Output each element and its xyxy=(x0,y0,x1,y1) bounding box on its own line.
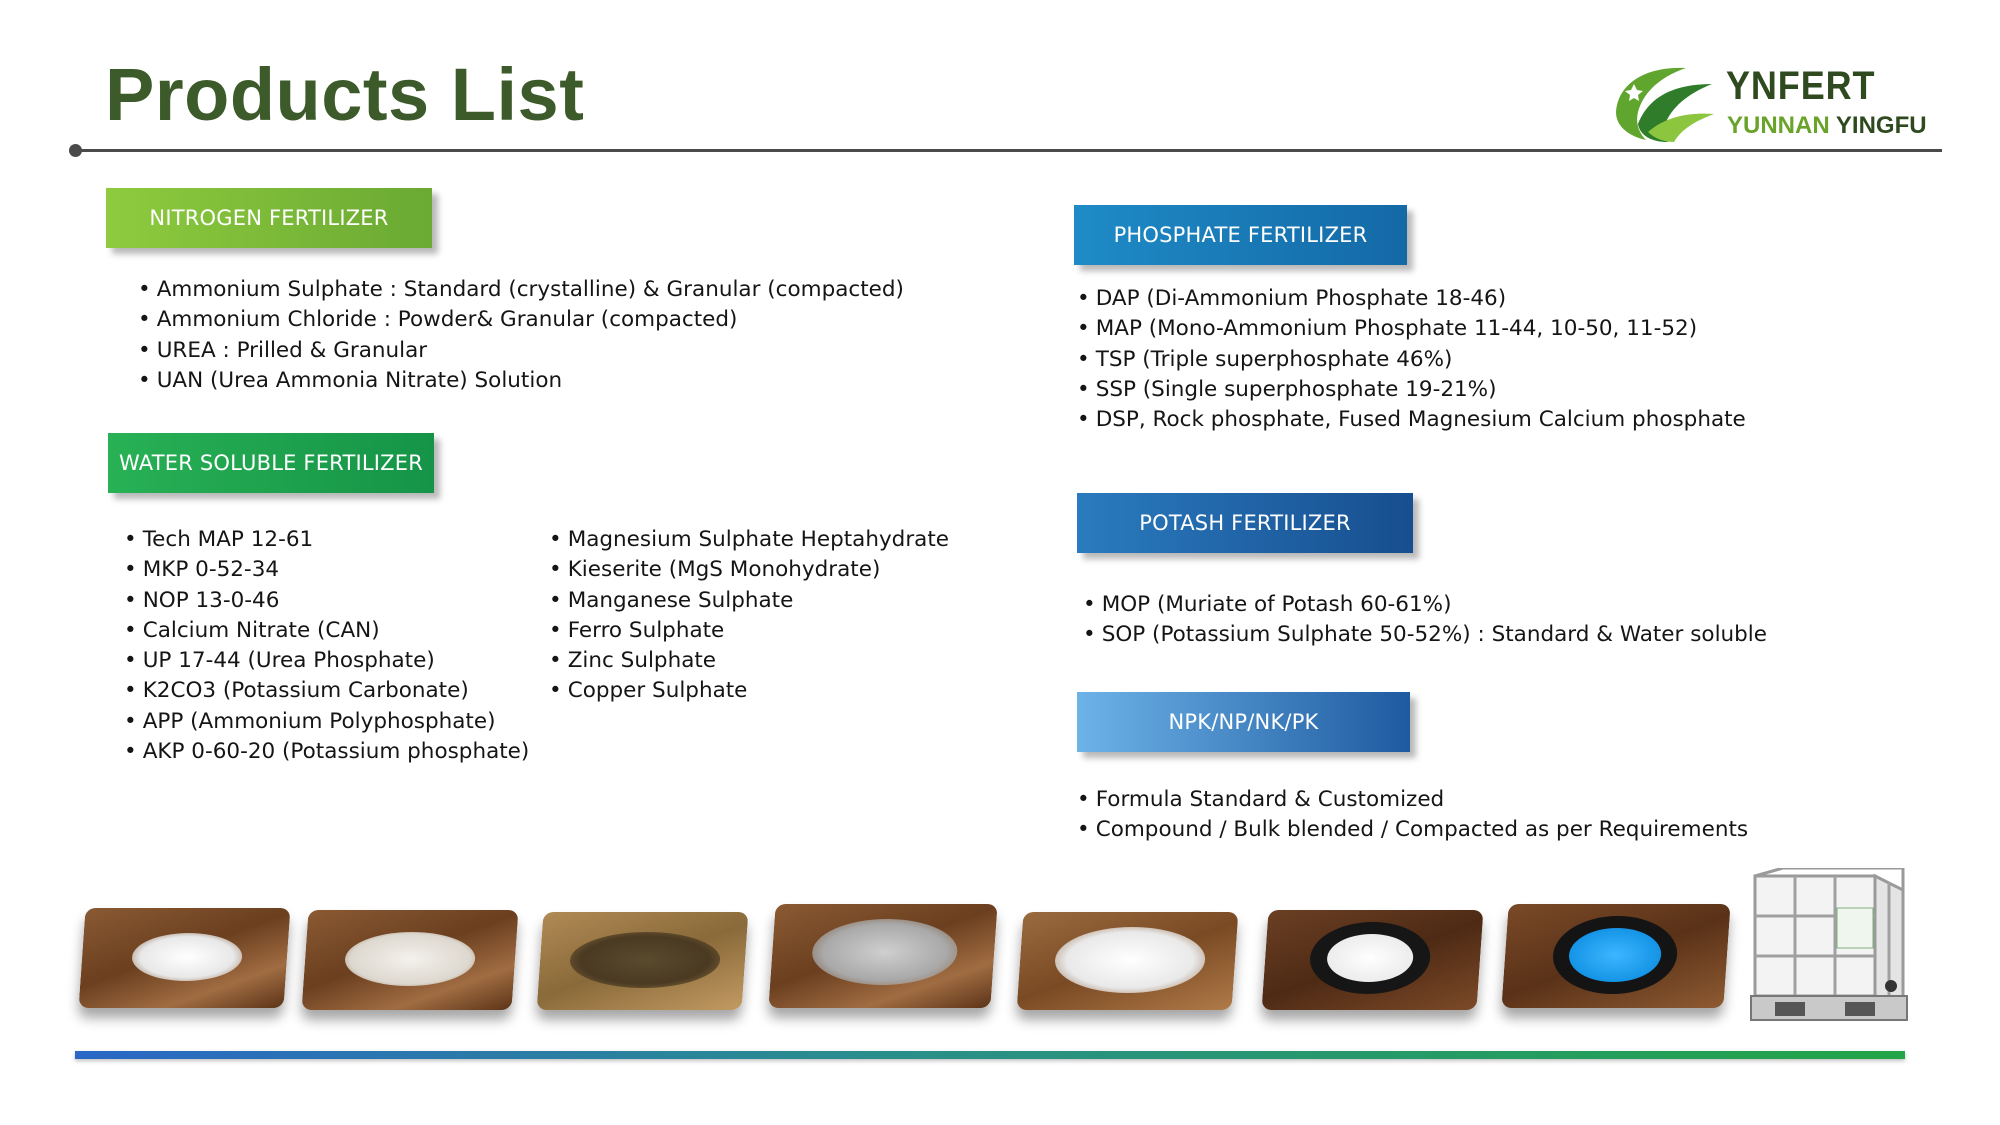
water-soluble-fertilizer-header: WATER SOLUBLE FERTILIZER xyxy=(108,433,434,493)
logo-sub-yingfu: YINGFU xyxy=(1835,112,1927,139)
list-item: • MKP 0-52-34 xyxy=(124,555,529,585)
water-soluble-list-col1 xyxy=(124,525,529,767)
logo-sub-yunnan: YUNNAN xyxy=(1727,112,1830,139)
potash-fertilizer-header: POTASH FERTILIZER xyxy=(1077,493,1413,553)
list-item: • UP 17-44 (Urea Phosphate) xyxy=(124,646,529,676)
product-photo-white-granules xyxy=(302,910,519,1010)
logo-subtitle xyxy=(1727,112,1927,140)
list-item: • SOP (Potassium Sulphate 50-52%) : Standard & Water soluble xyxy=(1083,620,1767,650)
product-photo-ibc-tote xyxy=(1745,868,1915,1028)
list-item: • Ferro Sulphate xyxy=(549,616,949,646)
ibc-tote-icon xyxy=(1745,868,1915,1028)
logo-name: YNFERT xyxy=(1726,64,1876,108)
list-item: • Zinc Sulphate xyxy=(549,646,949,676)
list-item: • DAP (Di-Ammonium Phosphate 18-46) xyxy=(1077,284,1746,314)
list-item: • Kieserite (MgS Monohydrate) xyxy=(549,555,949,585)
company-logo xyxy=(1608,58,1948,148)
nitrogen-list xyxy=(138,275,904,396)
phosphate-list xyxy=(1077,284,1746,435)
list-item: • UREA : Prilled & Granular xyxy=(138,336,904,366)
npk-list xyxy=(1077,785,1748,846)
list-item: • Formula Standard & Customized xyxy=(1077,785,1748,815)
npk-header: NPK/NP/NK/PK xyxy=(1077,692,1410,752)
product-photo-blue-powder-bowl xyxy=(1501,904,1730,1008)
list-item: • Copper Sulphate xyxy=(549,676,949,706)
list-item: • Compound / Bulk blended / Compacted as per Requirements xyxy=(1077,815,1748,845)
list-item: • Ammonium Sulphate : Standard (crystalline) & Granular (compacted) xyxy=(138,275,904,305)
list-item: • Tech MAP 12-61 xyxy=(124,525,529,555)
list-item: • NOP 13-0-46 xyxy=(124,586,529,616)
product-photo-white-prills xyxy=(1017,912,1239,1010)
list-item: • TSP (Triple superphosphate 46%) xyxy=(1077,345,1746,375)
list-item: • Ammonium Chloride : Powder& Granular (compacted) xyxy=(138,305,904,335)
list-item: • APP (Ammonium Polyphosphate) xyxy=(124,707,529,737)
list-item: • K2CO3 (Potassium Carbonate) xyxy=(124,676,529,706)
product-photo-grey-granules xyxy=(768,904,997,1008)
title-divider xyxy=(72,149,1942,152)
list-item: • UAN (Urea Ammonia Nitrate) Solution xyxy=(138,366,904,396)
nitrogen-fertilizer-header: NITROGEN FERTILIZER xyxy=(106,188,432,248)
product-photo-white-crystals xyxy=(79,908,291,1008)
list-item: • Manganese Sulphate xyxy=(549,586,949,616)
list-item: • DSP, Rock phosphate, Fused Magnesium Calcium phosphate xyxy=(1077,405,1746,435)
list-item: • Magnesium Sulphate Heptahydrate xyxy=(549,525,949,555)
footer-gradient-bar xyxy=(75,1051,1905,1059)
list-item: • SSP (Single superphosphate 19-21%) xyxy=(1077,375,1746,405)
leaf-logo-icon xyxy=(1608,62,1720,144)
product-photo-white-powder-bowl xyxy=(1262,910,1484,1010)
list-item: • MAP (Mono-Ammonium Phosphate 11-44, 10-50, 11-52) xyxy=(1077,314,1746,344)
list-item: • AKP 0-60-20 (Potassium phosphate) xyxy=(124,737,529,767)
phosphate-fertilizer-header: PHOSPHATE FERTILIZER xyxy=(1074,205,1407,265)
potash-list xyxy=(1083,590,1767,651)
product-photo-brown-granules xyxy=(537,912,749,1010)
list-item: • MOP (Muriate of Potash 60-61%) xyxy=(1083,590,1767,620)
page-title: Products List xyxy=(105,53,585,136)
list-item: • Calcium Nitrate (CAN) xyxy=(124,616,529,646)
water-soluble-list-col2 xyxy=(549,525,949,707)
